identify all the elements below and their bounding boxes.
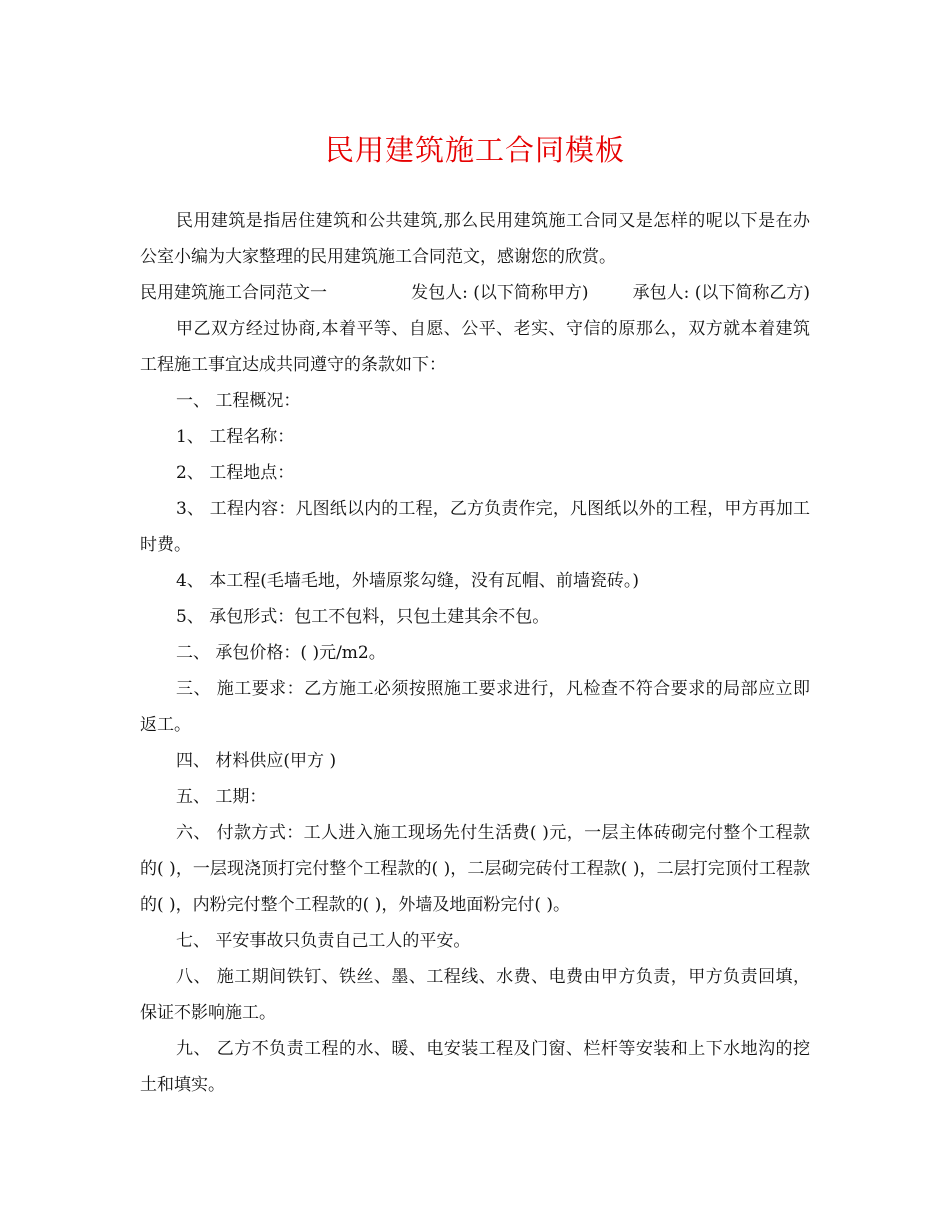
employer-label: 发包人: (以下简称甲方) xyxy=(411,283,589,303)
clause-nine: 九、 乙方不负责工程的水、暖、电安装工程及门窗、栏杆等安装和上下水地沟的挖土和填实。 xyxy=(140,1039,810,1095)
agreement-paragraph: 甲乙双方经过协商,本着平等、自愿、公平、老实、守信的原那么，双方就本着建筑工程施工事宜达成共同遵守的条款如下： xyxy=(140,319,810,375)
item-project-location: 2、 工程地点： xyxy=(176,463,295,483)
clause-two: 二、 承包价格：( )元/m2。 xyxy=(176,643,386,663)
sample-title: 民用建筑施工合同范文一 xyxy=(140,283,327,303)
clause-five: 五、 工期： xyxy=(176,787,267,807)
clause-three: 三、 施工要求：乙方施工必须按照施工要求进行，凡检查不符合要求的局部应立即返工。 xyxy=(140,679,810,735)
clause-seven: 七、 平安事故只负责自己工人的平安。 xyxy=(176,931,471,951)
intro-paragraph: 民用建筑是指居住建筑和公共建筑,那么民用建筑施工合同又是怎样的呢以下是在办公室小编为大家整理的民用建筑施工合同范文，感谢您的欣赏。 xyxy=(140,211,810,267)
clause-four: 四、 材料供应(甲方 ) xyxy=(176,751,337,771)
clause-six: 六、 付款方式：工人进入施工现场先付生活费( )元，一层主体砖砌完付整个工程款的( )，一层现浇顶打完付整个工程款的( )，二层砌完砖付工程款( )，二层打完顶付工程款的( )，内粉完付整个工程款的( )，外墙及地面粉完付( )。 xyxy=(140,823,810,915)
clause-one: 一、 工程概况： xyxy=(176,391,301,411)
clause-eight: 八、 施工期间铁钉、铁丝、墨、工程线、水费、电费由甲方负责，甲方负责回填，保证不影响施工。 xyxy=(140,967,810,1023)
document-body xyxy=(140,203,810,1103)
item-project-scope: 4、 本工程(毛墙毛地，外墙原浆勾缝，没有瓦帽、前墙瓷砖。) xyxy=(176,571,639,591)
item-contract-form: 5、 承包形式：包工不包料，只包土建其余不包。 xyxy=(176,607,550,627)
contract-parties-line xyxy=(140,275,810,311)
document-title: 民用建筑施工合同模板 xyxy=(324,133,625,167)
item-project-content: 3、 工程内容：凡图纸以内的工程，乙方负责作完，凡图纸以外的工程，甲方再加工时费。 xyxy=(140,499,810,555)
contractor-label: 承包人: (以下简称乙方) xyxy=(632,283,810,303)
item-project-name: 1、 工程名称： xyxy=(176,427,295,447)
